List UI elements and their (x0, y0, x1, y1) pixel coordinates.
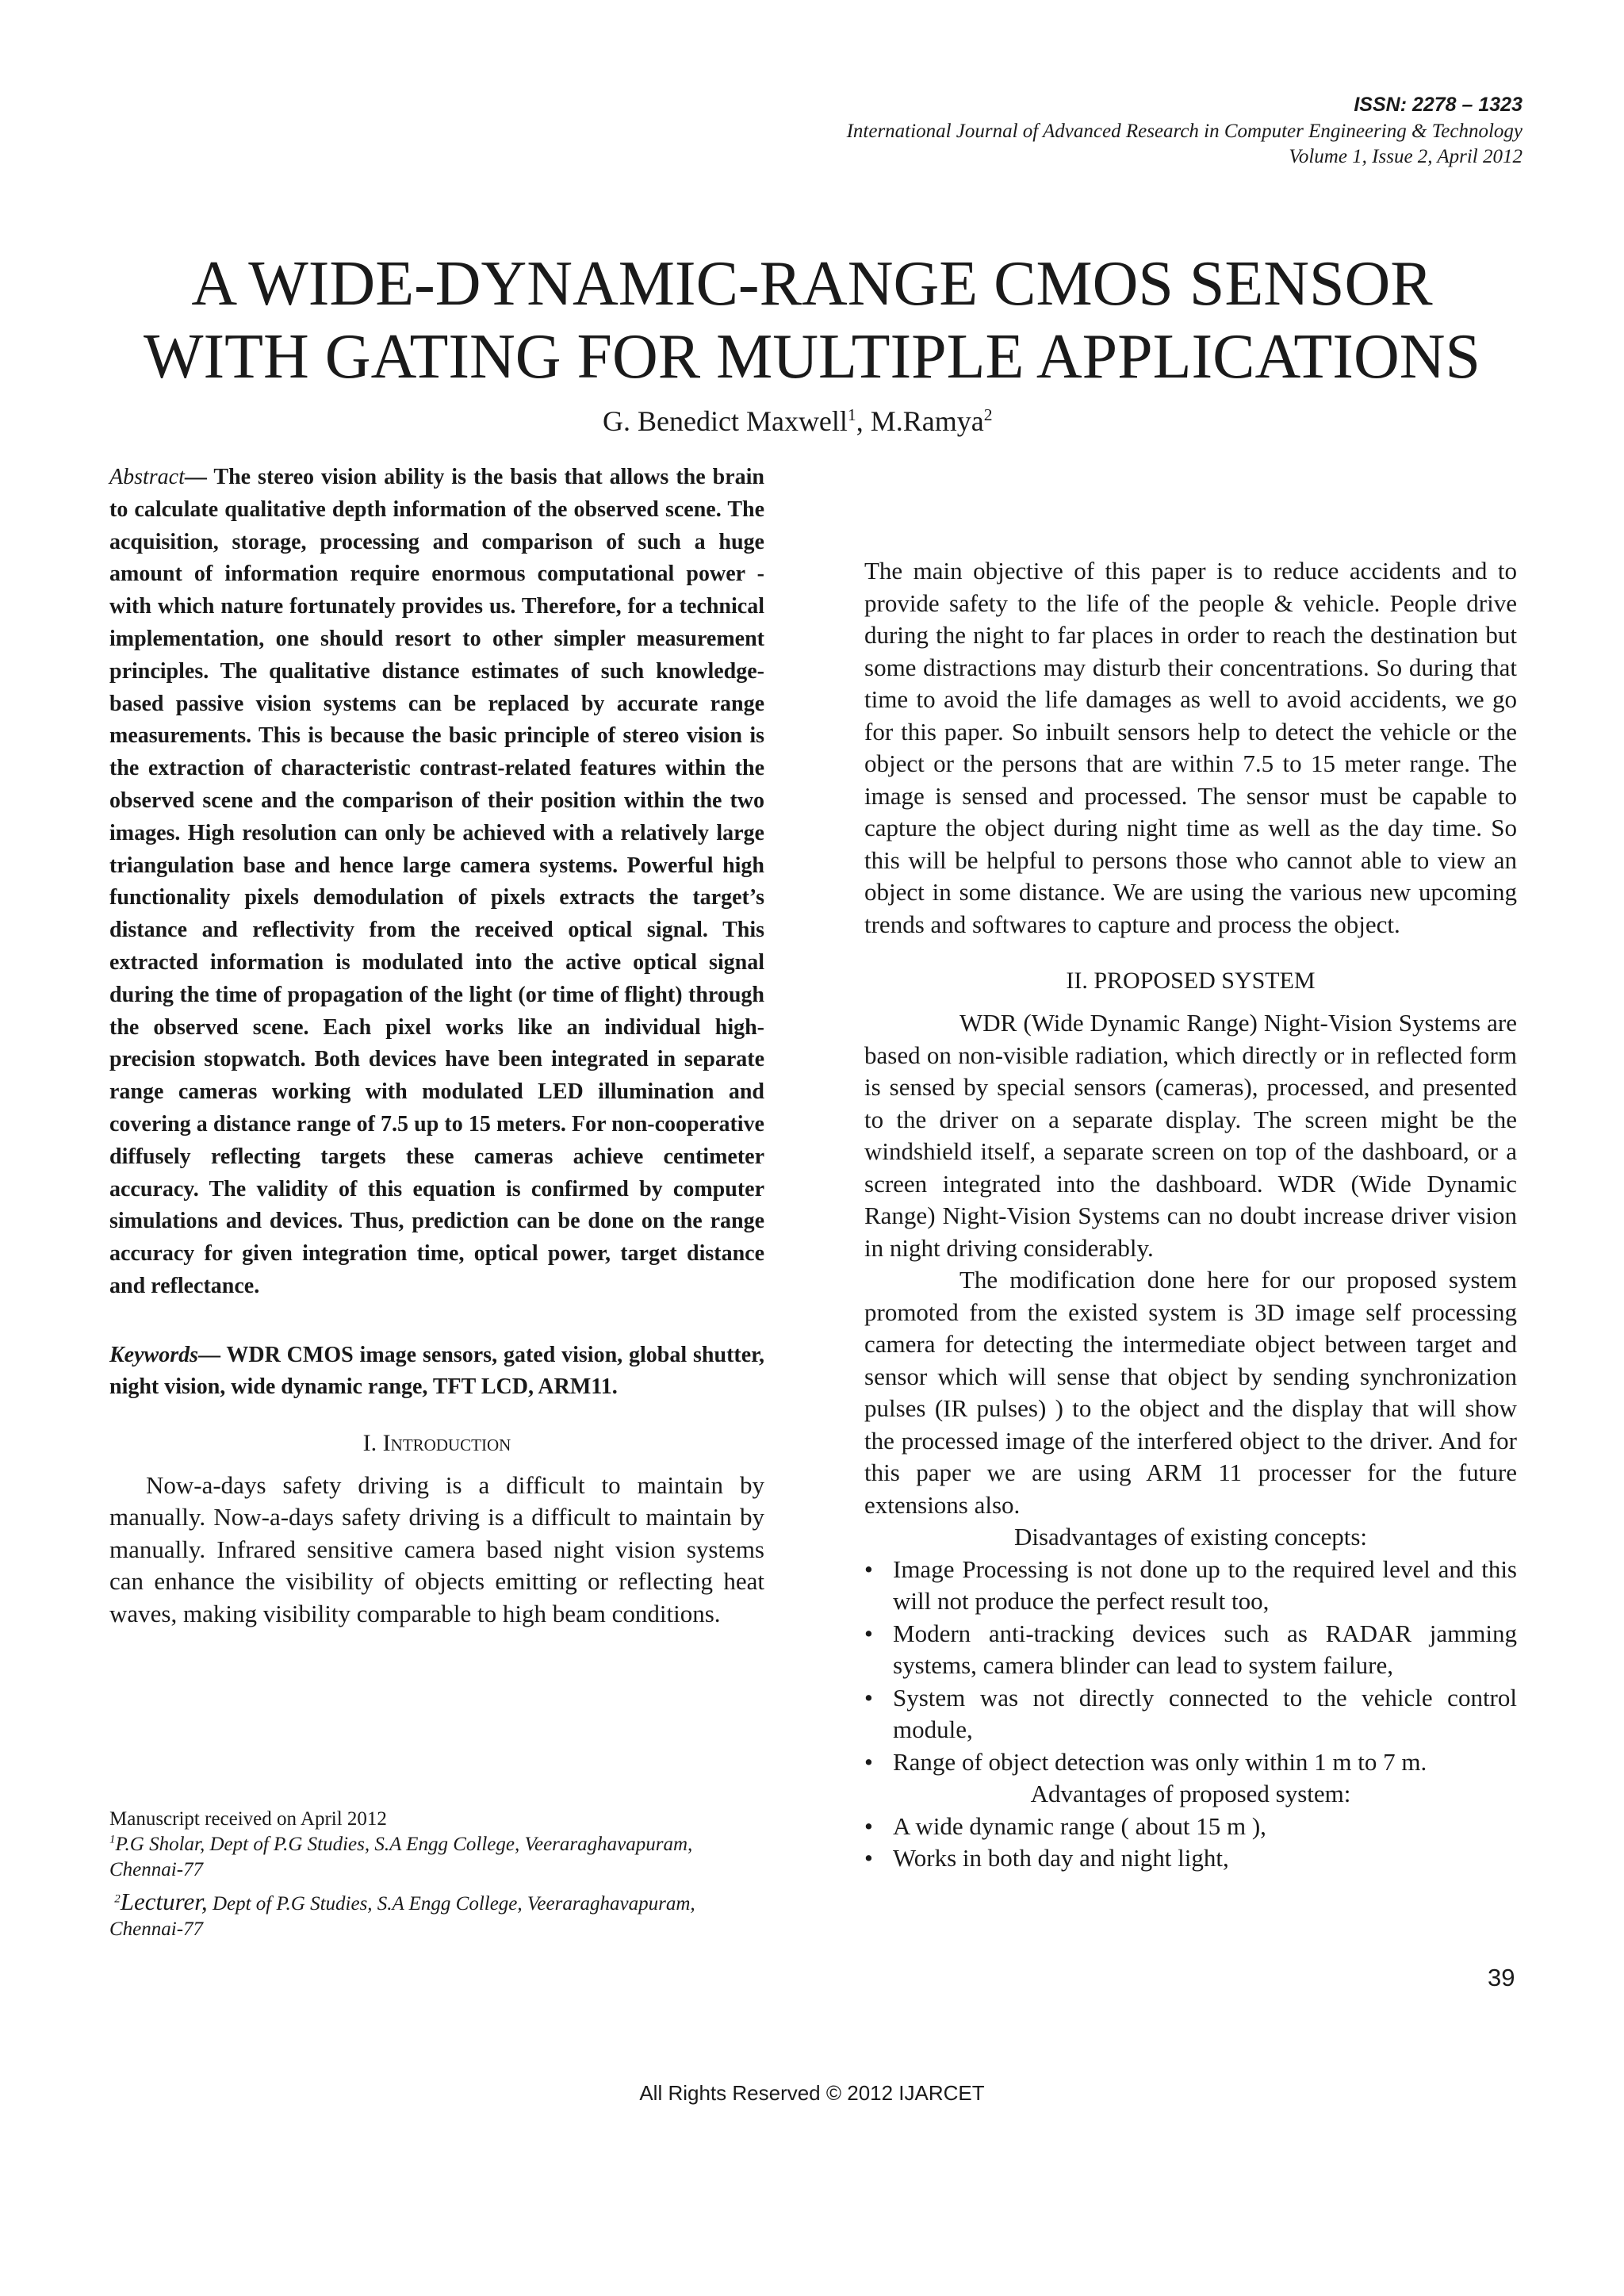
list-item-text: Works in both day and night light, (893, 1844, 1229, 1872)
footnote-1 (109, 1832, 764, 1883)
journal-name: International Journal of Advanced Research in Computer Engineering & Technology (846, 121, 1522, 142)
disadvantages-heading: Disadvantages of existing concepts: (1013, 1523, 1368, 1550)
intro-paragraph: Now-a-days safety driving is a difficult to maintain by manually. Now-a-days safety driving is a difficult to maintain by manually. Infrared sensitive camera based night vision systems can enhance the visibility of objects emitting or reflecting heat waves, making visibility comparable to high beam conditions. (109, 1470, 764, 1627)
list-item (864, 1554, 1517, 1618)
abstract-label: Abstract (109, 465, 185, 489)
volume-issue: Volume 1, Issue 2, April 2012 (1289, 146, 1522, 167)
objective-paragraph: The main objective of this paper is to reduce accidents and to provide safety to the life of the people & vehicle. People drive during the night to far places in order to reach the destination but some distractions may disturb their concentrations. So during that time to avoid the life damages as well to avoid accidents, we go for this paper. So inbuilt sensors help to detect the vehicle or the object or the persons that are within 7.5 to 15 meter range. The image is sensed and processed. The sensor must be capable to capture the object during night time as well as the day time. So this will be helpful to persons those who cannot able to view an object in some distance. We are using the various new upcoming trends and softwares to capture and process the object. (864, 557, 1517, 938)
footnote-2-text: Dept of P.G Studies, S.A Engg College, Veeraraghavapuram, Chennai-77 (109, 1893, 695, 1940)
proposed-system-heading: II. PROPOSED SYSTEM (1066, 968, 1316, 994)
intro-number: I. (362, 1429, 383, 1456)
bullet-icon: • (864, 1747, 873, 1776)
proposed-paragraph-1: WDR (Wide Dynamic Range) Night-Vision Systems are based on non-visible radiation, which directly or in reflected form is sensed by special sensors (cameras), processed, and presented to the driver on a separate display. The screen might be the windshield itself, a separate screen on top of the dashboard, or a screen integrated into the dashboard. WDR (Wide Dynamic Range) Night-Vision Systems can no doubt increase driver vision in night driving considerably. (864, 1009, 1517, 1262)
abstract-text: The stereo vision ability is the basis that allows the brain to calculate qualitative depth information of the observed scene. The acquisition, storage, processing and comparison of such a huge amount of information require enormous computational power - with which nature fortunately provides us. Therefore, for a technical implementation, one should resort to other simpler measurement principles. The qualitative distance estimates of such knowledge-based passive vision systems can be replaced by accurate range measurements. This is because the basic principle of stereo vision is the extraction of characteristic contrast-related features within the observed scene and the comparison of their position within the two images. High resolution can only be achieved with a relatively large triangulation base and hence large camera systems. Powerful high functionality pixels demodulation of pixels extracts the target’s distance and reflectivity from the received optical signal. This extracted information is modulated into the active optical signal during the time of propagation of the light (or time of flight) through the observed scene. Each pixel works like an individual high-precision stopwatch. Both devices have been integrated in separate range cameras working with modulated LED illumination and covering a distance range of 7.5 up to 15 meters. For non-cooperative diffusely reflecting targets these cameras achieve centimeter accuracy. The validity of this equation is confirmed by computer simulations and devices. Thus, prediction can be done on the range accuracy for given integration time, optical power, target distance and reflectance. (109, 465, 765, 1298)
footnotes (109, 1807, 764, 1942)
author-separator: , (856, 405, 871, 437)
footnote-1-mark: 1 (109, 1833, 116, 1846)
manuscript-received: Manuscript received on April 2012 (109, 1808, 387, 1830)
list-item-text: Image Processing is not done up to the required level and this will not produce the perfect result too, (893, 1554, 1517, 1615)
list-item (864, 1618, 1517, 1682)
issn: ISSN: 2278 – 1323 (1354, 94, 1522, 116)
intro-heading (109, 1430, 764, 1457)
footnote-2-role: Lecturer, (120, 1888, 208, 1915)
keywords-dash: — (198, 1342, 227, 1367)
bullet-icon: • (864, 1554, 873, 1583)
list-item (864, 1682, 1517, 1746)
list-item (864, 1811, 1517, 1843)
list-item (864, 1746, 1517, 1779)
page-number: 39 (1488, 1964, 1515, 1991)
disadvantages-list (864, 1554, 1517, 1779)
bullet-icon: • (864, 1844, 873, 1872)
author-2: M.Ramya (870, 405, 984, 437)
list-item (864, 1842, 1517, 1875)
keywords (109, 1340, 764, 1403)
advantages-list (864, 1811, 1517, 1875)
right-column (864, 555, 1517, 1875)
author-2-affil: 2 (983, 405, 993, 424)
intro-heading-text: Introduction (382, 1429, 511, 1456)
list-item-text: A wide dynamic range ( about 15 m ), (893, 1811, 1266, 1840)
author-1-affil: 1 (847, 405, 856, 424)
copyright-footer: All Rights Reserved © 2012 IJARCET (639, 2081, 985, 2105)
list-item-text: System was not directly connected to the vehicle control module, (893, 1683, 1517, 1743)
advantages-heading: Advantages of proposed system: (1030, 1780, 1351, 1807)
bullet-icon: • (864, 1811, 873, 1840)
proposed-paragraph-2: The modification done here for our proposed system promoted from the existed system is 3D image self processing camera for detecting the intermediate object between target and sensor which will sense that object by sending synchronization pulses (IR pulses) ) to the object and the display that will show the processed image of the interfered object to the driver. And for this paper we are using ARM 11 processer for the future extensions also. (864, 1266, 1517, 1519)
footnote-1-text: P.G Sholar, Dept of P.G Studies, S.A Engg College, Veeraraghavapuram, Chennai-77 (109, 1834, 693, 1880)
keywords-label: Keywords (109, 1342, 198, 1367)
list-item-text: Modern anti-tracking devices such as RADAR jamming systems, camera blinder can lead to system failure, (893, 1619, 1517, 1679)
bullet-icon: • (864, 1683, 873, 1711)
abstract-dash: — (184, 465, 214, 489)
abstract (109, 462, 764, 1303)
author-1: G. Benedict Maxwell (603, 405, 848, 437)
list-item-text: Range of object detection was only within 1 m to 7 m. (893, 1747, 1427, 1776)
paper-title (0, 247, 1624, 393)
bullet-icon: • (864, 1619, 873, 1647)
title-line-2: WITH GATING FOR MULTIPLE APPLICATIONS (144, 322, 1480, 392)
footnote-2-mark: 2 (114, 1892, 121, 1906)
keywords-text: WDR CMOS image sensors, gated vision, global shutter, night vision, wide dynamic range, TFT LCD, ARM11. (109, 1342, 765, 1399)
title-line-1: A WIDE-DYNAMIC-RANGE CMOS SENSOR (191, 249, 1433, 319)
footnote-2 (109, 1889, 764, 1942)
authors (603, 404, 993, 438)
left-column (109, 462, 764, 1630)
